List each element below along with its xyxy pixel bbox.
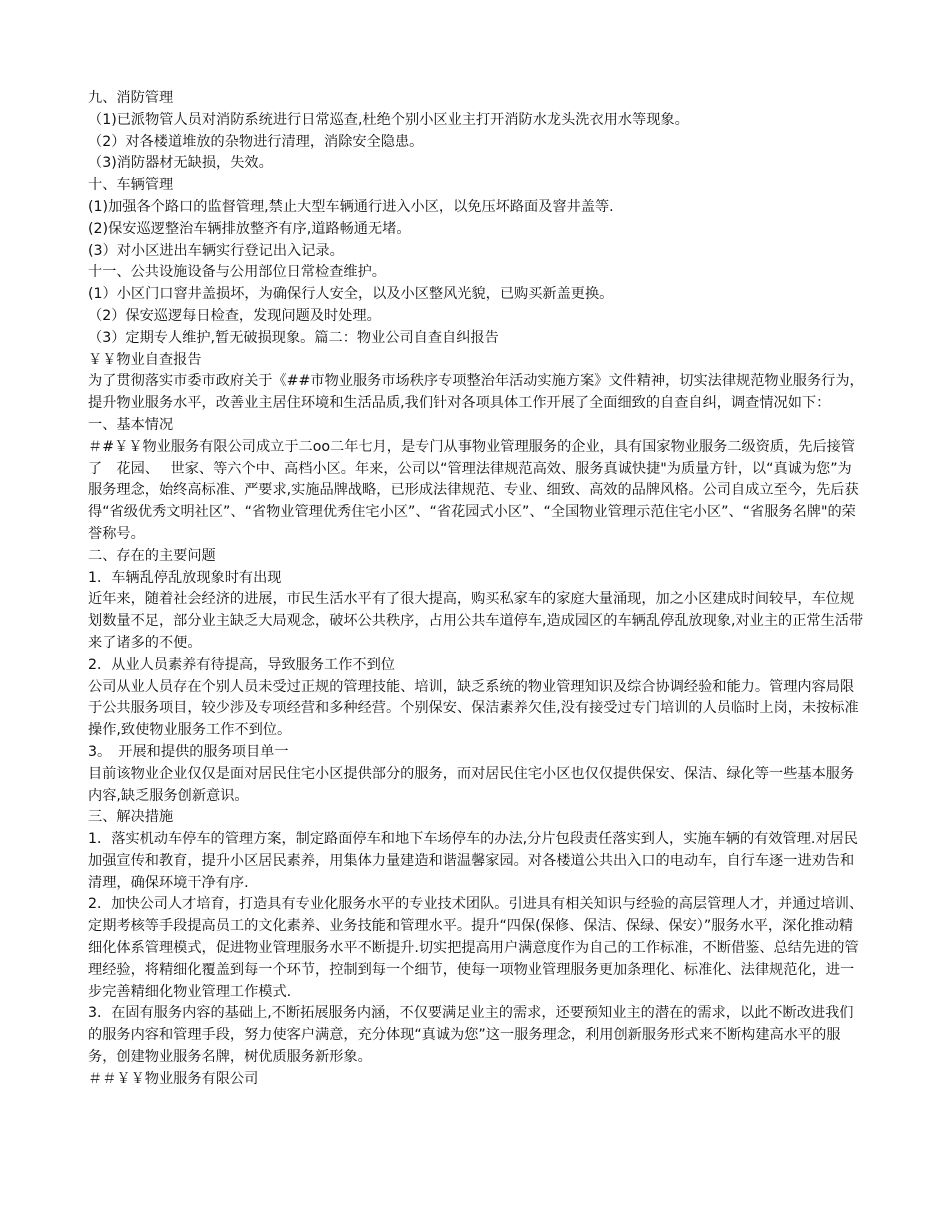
subheading: 3。 开展和提供的服务项目单一 (88, 743, 289, 760)
section-heading-basic-info: 一、基本情况 (88, 416, 174, 433)
section-heading-problems: 二、存在的主要问题 (88, 547, 216, 564)
paragraph: 2．加快公司人才培育，打造具有专业化服务水平的专业技术团队。引进具有相关知识与经验的高层管理人才，并通过培训、定期考核等手段提高员工的文化素养、业务技能和管理水平。提升“四保(保修、保洁、保绿、保安）”服务水平，深化推动精细化体系管理模式，促进物业管理服务水平不断提升.切实把提高用户满意度作为自己的工作标准，不断借鉴、总结先进的管理经验，将精细化覆盖到每一个环节，控制到每一个细节，使每一项物业管理服务更加条理化、标准化、法律规范化，进一步完善精细化物业管理工作模式. (88, 896, 864, 1000)
paragraph: 3．在固有服务内容的基础上,不断拓展服务内涵，不仅要满足业主的需求，还要预知业主的潜在的需求，以此不断改进我们的服务内容和管理手段，努力使客户满意，充分体现“真诚为您”这一服务理念，利用创新服务形式来不断构建高水平的服务，创建物业服务名牌，树优质服务新形象。 (88, 1005, 854, 1066)
paragraph: 近年来，随着社会经济的进展，市民生活水平有了很大提高，购买私家车的家庭大量涌现，加之小区建成时间较早，车位规划数量不足，部分业主缺乏大局观念，破坏公共秩序，占用公共车道停车,造成园区的车辆乱停乱放现象,对业主的正常生活带来了诸多的不便。 (88, 591, 864, 651)
paragraph: (2)保安巡逻整治车辆排放整齐有序,道路畅通无堵。 (88, 220, 411, 237)
paragraph: 公司从业人员存在个别人员未受过正规的管理技能、培训，缺乏系统的物业管理知识及综合协调经验和能力。管理内容局限于公共服务项目，较少涉及专项经营和多种经营。个别保安、保洁素养欠佳,没有接受过专门培训的人员临时上岗，未按标准操作,致使物业服务工作不到位。 (88, 678, 859, 739)
paragraph: （3）定期专人维护,暂无破损现象。篇二：物业公司自查自纠报告 (88, 329, 499, 346)
section-heading-solutions: 三、解决措施 (88, 809, 174, 826)
paragraph: ＃#￥￥物业服务有限公司成立于二oo二年七月，是专门从事物业管理服务的企业，具有国家物业服务二级资质，先后接管了 花园、 世家、等六个中、高档小区。年来，公司以“管理法律规范高效、服务真诚快捷"为质量方针，以“真诚为您”为服务理念，始终高标准、严要求,实施品牌战略，已形成法律规范、专业、细致、高效的品牌风格。公司自成立至今，先后获得“省级优秀文明社区”、“省物业管理优秀住宅小区”、“省花园式小区”、“全国物业管理示范住宅小区”、“省服务名牌"的荣誉称号。 (88, 438, 859, 542)
paragraph: （1)已派物管人员对消防系统进行日常巡查,杜绝个别小区业主打开消防水龙头洗衣用水等现象。 (88, 111, 689, 128)
signature-company: ＃＃￥￥物业服务有限公司 (88, 1070, 259, 1087)
report-title: ￥￥物业自查报告 (88, 351, 202, 368)
paragraph: （3)消防器材无缺损，失效。 (88, 155, 273, 172)
subheading: 2．从业人员素养有待提高，导致服务工作不到位 (88, 656, 395, 673)
subheading: 1．车辆乱停乱放现象时有出现 (88, 569, 282, 586)
paragraph: 目前该物业企业仅仅是面对居民住宅小区提供部分的服务，而对居民住宅小区也仅仅提供保安、保洁、绿化等一些基本服务内容,缺乏服务创新意识。 (88, 765, 855, 804)
paragraph: （2）保安巡逻每日检查，发现问题及时处理。 (88, 307, 381, 324)
paragraph: （2）对各楼道堆放的杂物进行清理，消除安全隐患。 (88, 133, 424, 150)
paragraph: (3）对小区进出车辆实行登记出入记录。 (88, 242, 344, 259)
document-body (88, 88, 864, 1091)
paragraph: (1)加强各个路口的监督管理,禁止大型车辆通行进入小区，以免压坏路面及窨井盖等. (88, 198, 614, 215)
section-heading-facilities: 十一、公共设施设备与公用部位日常检查维护。 (88, 264, 386, 281)
section-heading-vehicle: 十、车辆管理 (88, 177, 174, 194)
paragraph: 为了贯彻落实市委市政府关于《##市物业服务市场秩序专项整治年活动实施方案》文件精神，切实法律规范物业服务行为，提升物业服务水平，改善业主居住环境和生活品质,我们针对各项具体工作开展了全面细致的自查自纠，调查情况如下： (88, 373, 864, 412)
section-heading-fire: 九、消防管理 (88, 90, 174, 106)
paragraph: (1）小区门口窨井盖损坏，为确保行人安全，以及小区整风光貌，已购买新盖更换。 (88, 286, 614, 303)
paragraph: 1．落实机动车停车的管理方案，制定路面停车和地下车场停车的办法,分片包段责任落实到人，实施车辆的有效管理.对居民加强宣传和教育，提升小区居民素养，用集体力量建造和谐温馨家园。对各楼道公共出入口的电动车，自行车逐一进劝告和清理，确保环境干净有序. (88, 831, 858, 891)
